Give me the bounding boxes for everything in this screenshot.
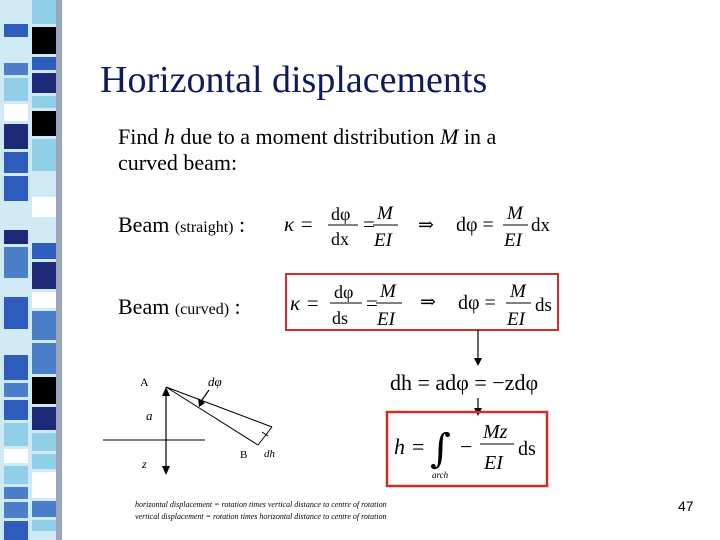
svg-text:Mz: Mz bbox=[483, 421, 508, 443]
svg-text:M: M bbox=[380, 281, 396, 302]
svg-text:dx: dx bbox=[531, 215, 550, 236]
svg-text:=: = bbox=[363, 212, 375, 236]
svg-text:dφ: dφ bbox=[334, 282, 354, 302]
svg-text:EI: EI bbox=[507, 309, 525, 330]
svg-text:arch: arch bbox=[432, 470, 449, 480]
dphi-arrow bbox=[202, 390, 209, 400]
label-A: A bbox=[140, 375, 149, 389]
rotation-diagram bbox=[103, 387, 272, 445]
svg-text:⇒: ⇒ bbox=[420, 292, 436, 313]
svg-text:h =: h = bbox=[394, 434, 426, 459]
footnote-line-1: horizontal displacement = rotation times vertical distance to centre of rotation bbox=[135, 500, 387, 509]
svg-text:−: − bbox=[460, 434, 473, 459]
svg-text:dφ =: dφ = bbox=[458, 292, 496, 314]
equation-integral bbox=[394, 421, 536, 480]
page-title: Horizontal displacements bbox=[100, 59, 488, 101]
svg-text:⇒: ⇒ bbox=[418, 215, 434, 236]
svg-text:ds: ds bbox=[518, 438, 536, 460]
beam-straight-label: Beam (straight) : bbox=[118, 212, 246, 237]
svg-text:dφ: dφ bbox=[331, 204, 351, 224]
svg-text:κ =: κ = bbox=[290, 291, 320, 315]
svg-text:M: M bbox=[507, 203, 523, 224]
svg-text:EI: EI bbox=[484, 452, 503, 474]
svg-text:dx: dx bbox=[331, 229, 349, 249]
equation-curved bbox=[290, 281, 552, 330]
beam-curved-label: Beam (curved) : bbox=[118, 294, 241, 319]
intro-text: Find h due to a moment distribution M in a curved beam: bbox=[118, 124, 497, 175]
equation-straight bbox=[284, 203, 551, 251]
svg-text:κ =: κ = bbox=[284, 212, 314, 236]
svg-text:M: M bbox=[377, 203, 393, 224]
svg-text:dφ =: dφ = bbox=[456, 214, 494, 236]
svg-text:=: = bbox=[366, 291, 378, 315]
label-B: B bbox=[240, 449, 248, 461]
label-z: z bbox=[142, 457, 147, 471]
svg-text:∫: ∫ bbox=[430, 426, 451, 472]
svg-text:M: M bbox=[510, 281, 526, 302]
footnote-line-2: vertical displacement = rotation times horizontal distance to centre of rotation bbox=[135, 512, 387, 521]
label-dh: dh bbox=[264, 448, 275, 460]
page-number: 47 bbox=[678, 498, 694, 514]
svg-text:ds: ds bbox=[535, 295, 552, 316]
label-dphi: dφ bbox=[208, 374, 222, 389]
svg-text:ds: ds bbox=[332, 308, 349, 328]
svg-text:EI: EI bbox=[374, 230, 392, 251]
svg-text:EI: EI bbox=[377, 309, 395, 330]
svg-text:EI: EI bbox=[504, 230, 522, 251]
label-a: a bbox=[146, 408, 153, 423]
equation-dh: dh = adφ = −zdφ bbox=[390, 370, 539, 395]
